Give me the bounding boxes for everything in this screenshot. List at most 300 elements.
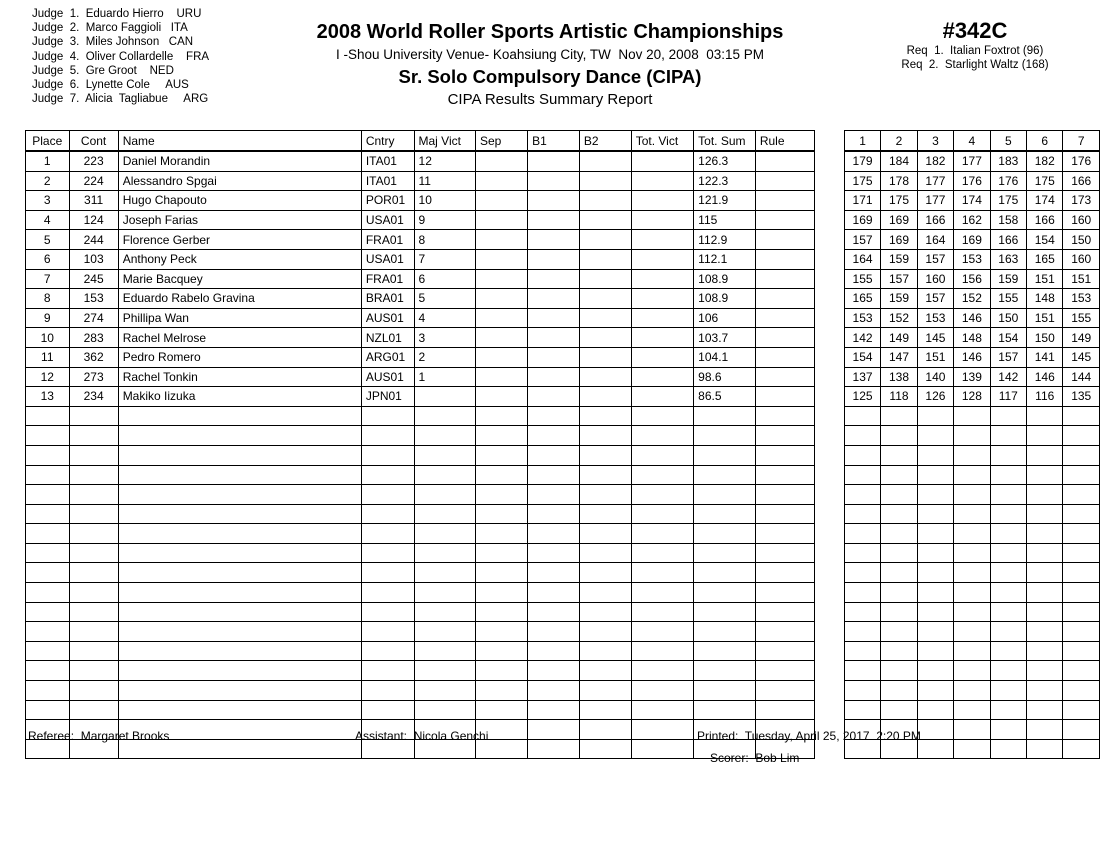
cell-judge-3: [917, 700, 953, 720]
table-body: [26, 151, 1100, 759]
table-row: [26, 308, 1100, 328]
cell-b2: [579, 171, 631, 191]
cell-judge-2: [881, 563, 917, 583]
table-row: [26, 171, 1100, 191]
cell-judge-2: [881, 583, 917, 603]
cell-b1: [528, 445, 580, 465]
cell-judge-6: 150: [1027, 328, 1063, 348]
cell-spacer: [814, 661, 844, 681]
cell-judge-6: 151: [1027, 308, 1063, 328]
cell-judge-7: [1063, 406, 1100, 426]
cell-judge-7: [1063, 739, 1100, 759]
cell-b2: [579, 308, 631, 328]
cell-judge-3: [917, 622, 953, 642]
cell-spacer: [814, 504, 844, 524]
cell-sep: [476, 681, 528, 701]
cell-cont: 103: [69, 249, 118, 269]
cell-judge-6: 175: [1027, 171, 1063, 191]
table-row-blank: [26, 504, 1100, 524]
cell-sep: [476, 347, 528, 367]
cell-judge-4: 153: [954, 249, 990, 269]
judge-entry-1: Judge 1. Eduardo Hierro URU: [32, 8, 202, 20]
cell-sep: [476, 171, 528, 191]
cell-place: [26, 681, 70, 701]
cell-rule: [755, 661, 814, 681]
cell-spacer: [814, 485, 844, 505]
cell-judge-2: [881, 700, 917, 720]
cell-cont: [69, 583, 118, 603]
judge-entry-3: Judge 3. Miles Johnson CAN: [32, 36, 194, 49]
cell-judge-1: [844, 622, 880, 642]
cell-judge-5: 142: [990, 367, 1026, 387]
cell-judge-1: [844, 602, 880, 622]
cell-sep: [476, 269, 528, 289]
cell-judge-3: 177: [917, 191, 953, 211]
cell-tot_vict: [631, 485, 693, 505]
cell-name: [118, 622, 361, 642]
cell-name: [118, 485, 361, 505]
cell-b1: [528, 720, 580, 740]
cell-b1: [528, 465, 580, 485]
cell-sep: [476, 563, 528, 583]
cell-judge-2: 159: [881, 249, 917, 269]
cell-maj_vict: [414, 681, 475, 701]
cell-tot_vict: [631, 661, 693, 681]
cell-judge-5: [990, 406, 1026, 426]
cell-cont: 224: [69, 171, 118, 191]
cell-judge-5: [990, 445, 1026, 465]
cell-tot_vict: [631, 426, 693, 446]
cell-judge-3: [917, 543, 953, 563]
cell-judge-1: [844, 583, 880, 603]
cell-cont: 245: [69, 269, 118, 289]
cell-tot_vict: [631, 602, 693, 622]
cell-judge-3: 160: [917, 269, 953, 289]
cell-judge-5: 175: [990, 191, 1026, 211]
cell-judge-4: [954, 465, 990, 485]
cell-cont: [69, 622, 118, 642]
cell-rule: [755, 445, 814, 465]
cell-judge-2: 138: [881, 367, 917, 387]
cell-maj_vict: [414, 445, 475, 465]
cell-cntry: [361, 543, 414, 563]
cell-judge-3: 164: [917, 230, 953, 250]
cell-b2: [579, 661, 631, 681]
cell-judge-1: 164: [844, 249, 880, 269]
cell-judge-1: [844, 465, 880, 485]
cell-judge-4: [954, 485, 990, 505]
cell-maj_vict: 6: [414, 269, 475, 289]
cell-judge-2: [881, 543, 917, 563]
cell-judge-3: 157: [917, 249, 953, 269]
cell-cntry: [361, 406, 414, 426]
cell-spacer: [814, 681, 844, 701]
cell-judge-2: [881, 426, 917, 446]
cell-tot_vict: [631, 269, 693, 289]
table-row-blank: [26, 563, 1100, 583]
cell-tot_sum: 126.3: [694, 151, 756, 171]
cell-cntry: [361, 485, 414, 505]
cell-judge-6: [1027, 543, 1063, 563]
cell-judge-2: 157: [881, 269, 917, 289]
cell-tot_sum: 112.9: [694, 230, 756, 250]
cell-place: [26, 641, 70, 661]
cell-spacer: [814, 465, 844, 485]
table-row: [26, 230, 1100, 250]
cell-b1: [528, 641, 580, 661]
document-header: [0, 0, 1100, 124]
cell-judge-5: [990, 661, 1026, 681]
cell-judge-7: 151: [1063, 269, 1100, 289]
cell-tot_vict: [631, 524, 693, 544]
cell-spacer: [814, 308, 844, 328]
cell-b1: [528, 308, 580, 328]
cell-b1: [528, 524, 580, 544]
cell-tot_sum: [694, 504, 756, 524]
cell-judge-2: 147: [881, 347, 917, 367]
cell-sep: [476, 308, 528, 328]
cell-place: 5: [26, 230, 70, 250]
cell-judge-2: 149: [881, 328, 917, 348]
cell-judge-6: 154: [1027, 230, 1063, 250]
cell-tot_vict: [631, 289, 693, 309]
event-number-block: [860, 18, 1090, 72]
cell-cntry: NZL01: [361, 328, 414, 348]
cell-judge-1: 165: [844, 289, 880, 309]
cell-judge-3: 151: [917, 347, 953, 367]
cell-tot_sum: [694, 583, 756, 603]
cell-name: Rachel Tonkin: [118, 367, 361, 387]
table-row-blank: [26, 720, 1100, 740]
cell-cntry: AUS01: [361, 308, 414, 328]
cell-tot_sum: 121.9: [694, 191, 756, 211]
cell-b1: [528, 328, 580, 348]
cell-rule: [755, 347, 814, 367]
cell-cont: 273: [69, 367, 118, 387]
cell-judge-5: 117: [990, 387, 1026, 407]
cell-rule: [755, 171, 814, 191]
cell-cont: [69, 426, 118, 446]
cell-name: [118, 406, 361, 426]
cell-name: [118, 602, 361, 622]
table-row: [26, 191, 1100, 211]
cell-spacer: [814, 367, 844, 387]
cell-place: [26, 602, 70, 622]
cell-spacer: [814, 524, 844, 544]
cell-place: [26, 426, 70, 446]
cell-rule: [755, 191, 814, 211]
cell-place: 3: [26, 191, 70, 211]
cell-name: [118, 641, 361, 661]
cell-judge-6: [1027, 661, 1063, 681]
cell-cont: [69, 465, 118, 485]
printed-label: Printed: Tuesday, April 25, 2017 2:20 PM: [697, 729, 921, 743]
table-row-blank: [26, 661, 1100, 681]
cell-spacer: [814, 191, 844, 211]
cell-cont: [69, 524, 118, 544]
cell-judge-6: [1027, 641, 1063, 661]
cell-judge-5: [990, 583, 1026, 603]
cell-judge-4: [954, 700, 990, 720]
cell-tot_sum: 86.5: [694, 387, 756, 407]
cell-judge-3: 145: [917, 328, 953, 348]
cell-name: [118, 661, 361, 681]
cell-judge-1: [844, 426, 880, 446]
cell-judge-4: [954, 406, 990, 426]
cell-place: 4: [26, 210, 70, 230]
cell-judge-6: [1027, 602, 1063, 622]
scorer-label: Scorer: Bob Lim: [710, 751, 800, 765]
cell-name: [118, 700, 361, 720]
cell-judge-2: 152: [881, 308, 917, 328]
cell-judge-7: [1063, 641, 1100, 661]
results-table: [25, 130, 1100, 759]
cell-maj_vict: [414, 504, 475, 524]
cell-judge-3: [917, 661, 953, 681]
cell-judge-4: 169: [954, 230, 990, 250]
cell-judge-4: [954, 426, 990, 446]
cell-tot_vict: [631, 328, 693, 348]
cell-judge-7: 166: [1063, 171, 1100, 191]
cell-judge-3: 140: [917, 367, 953, 387]
table-row-blank: [26, 524, 1100, 544]
col-header-judge-3: 3: [917, 131, 953, 152]
cell-name: Florence Gerber: [118, 230, 361, 250]
cell-judge-4: [954, 504, 990, 524]
cell-spacer: [814, 543, 844, 563]
cell-judge-2: [881, 524, 917, 544]
cell-cont: 234: [69, 387, 118, 407]
cell-b2: [579, 681, 631, 701]
cell-cntry: BRA01: [361, 289, 414, 309]
cell-name: Phillipa Wan: [118, 308, 361, 328]
cell-tot_sum: 103.7: [694, 328, 756, 348]
cell-judge-3: [917, 465, 953, 485]
col-header-maj_vict: Maj Vict: [414, 131, 475, 152]
cell-maj_vict: [414, 543, 475, 563]
cell-cntry: [361, 524, 414, 544]
cell-tot_sum: [694, 700, 756, 720]
cell-maj_vict: [414, 641, 475, 661]
cell-b1: [528, 543, 580, 563]
cell-judge-4: 174: [954, 191, 990, 211]
cell-maj_vict: 4: [414, 308, 475, 328]
cell-tot_vict: [631, 171, 693, 191]
cell-maj_vict: 11: [414, 171, 475, 191]
cell-name: [118, 426, 361, 446]
cell-tot_vict: [631, 681, 693, 701]
cell-judge-2: [881, 504, 917, 524]
table-row-blank: [26, 485, 1100, 505]
cell-judge-7: [1063, 681, 1100, 701]
cell-judge-3: [917, 583, 953, 603]
cell-maj_vict: [414, 426, 475, 446]
cell-maj_vict: 5: [414, 289, 475, 309]
cell-tot_vict: [631, 406, 693, 426]
cell-b2: [579, 347, 631, 367]
cell-place: 11: [26, 347, 70, 367]
cell-maj_vict: [414, 485, 475, 505]
cell-rule: [755, 328, 814, 348]
cell-judge-3: 166: [917, 210, 953, 230]
cell-sep: [476, 210, 528, 230]
cell-judge-7: [1063, 622, 1100, 642]
cell-judge-3: 157: [917, 289, 953, 309]
table-row: [26, 347, 1100, 367]
cell-judge-3: [917, 681, 953, 701]
cell-judge-5: [990, 504, 1026, 524]
cell-judge-6: 165: [1027, 249, 1063, 269]
table-row: [26, 367, 1100, 387]
cell-rule: [755, 504, 814, 524]
cell-judge-6: [1027, 445, 1063, 465]
cell-spacer: [814, 426, 844, 446]
judge-entry-2: Judge 2. Marco Faggioli ITA: [32, 22, 188, 35]
cell-tot_sum: [694, 465, 756, 485]
cell-judge-5: 183: [990, 151, 1026, 171]
cell-judge-3: 182: [917, 151, 953, 171]
cell-b1: [528, 171, 580, 191]
cell-tot_vict: [631, 191, 693, 211]
cell-maj_vict: 8: [414, 230, 475, 250]
cell-b2: [579, 739, 631, 759]
cell-judge-2: [881, 622, 917, 642]
cell-rule: [755, 485, 814, 505]
cell-cntry: FRA01: [361, 230, 414, 250]
cell-sep: [476, 543, 528, 563]
cell-cntry: [361, 445, 414, 465]
cell-maj_vict: 12: [414, 151, 475, 171]
cell-sep: [476, 387, 528, 407]
cell-maj_vict: [414, 524, 475, 544]
col-header-tot_vict: Tot. Vict: [631, 131, 693, 152]
cell-tot_sum: [694, 641, 756, 661]
cell-judge-1: 179: [844, 151, 880, 171]
cell-judge-7: 155: [1063, 308, 1100, 328]
cell-judge-5: [990, 622, 1026, 642]
cell-sep: [476, 485, 528, 505]
cell-cont: 153: [69, 289, 118, 309]
cell-cntry: [361, 661, 414, 681]
cell-judge-5: 176: [990, 171, 1026, 191]
cell-spacer: [814, 602, 844, 622]
cell-sep: [476, 367, 528, 387]
cell-tot_sum: 108.9: [694, 269, 756, 289]
cell-judge-5: [990, 465, 1026, 485]
cell-b1: [528, 249, 580, 269]
cell-judge-7: 160: [1063, 249, 1100, 269]
cell-judge-7: [1063, 524, 1100, 544]
cell-tot_sum: 108.9: [694, 289, 756, 309]
cell-judge-7: [1063, 583, 1100, 603]
cell-judge-4: 156: [954, 269, 990, 289]
cell-tot_vict: [631, 445, 693, 465]
cell-judge-7: [1063, 445, 1100, 465]
cell-cntry: ARG01: [361, 347, 414, 367]
cell-judge-4: 152: [954, 289, 990, 309]
cell-spacer: [814, 210, 844, 230]
cell-judge-6: [1027, 465, 1063, 485]
cell-judge-4: [954, 681, 990, 701]
cell-judge-1: 155: [844, 269, 880, 289]
requirement-2: Req 2. Starlight Waltz (168): [901, 59, 1049, 72]
cell-judge-6: [1027, 583, 1063, 603]
col-header-place: Place: [26, 131, 70, 152]
cell-b2: [579, 641, 631, 661]
cell-name: [118, 681, 361, 701]
cell-judge-6: 146: [1027, 367, 1063, 387]
cell-judge-7: 149: [1063, 328, 1100, 348]
cell-judge-7: 173: [1063, 191, 1100, 211]
col-header-b2: B2: [579, 131, 631, 152]
cell-judge-6: 174: [1027, 191, 1063, 211]
cell-judge-1: 169: [844, 210, 880, 230]
cell-judge-1: [844, 661, 880, 681]
col-header-b1: B1: [528, 131, 580, 152]
cell-rule: [755, 583, 814, 603]
cell-judge-6: 116: [1027, 387, 1063, 407]
cell-sep: [476, 230, 528, 250]
cell-b2: [579, 289, 631, 309]
cell-cont: 311: [69, 191, 118, 211]
col-header-rule: Rule: [755, 131, 814, 152]
cell-sep: [476, 524, 528, 544]
judge-entry-6: Judge 6. Lynette Cole AUS: [32, 79, 189, 92]
cell-b2: [579, 602, 631, 622]
cell-rule: [755, 308, 814, 328]
cell-cont: [69, 700, 118, 720]
cell-judge-4: 128: [954, 387, 990, 407]
cell-rule: [755, 387, 814, 407]
cell-tot_sum: 104.1: [694, 347, 756, 367]
cell-judge-2: [881, 641, 917, 661]
cell-judge-5: 154: [990, 328, 1026, 348]
cell-place: 9: [26, 308, 70, 328]
cell-judge-3: [917, 426, 953, 446]
cell-b1: [528, 151, 580, 171]
cell-judge-3: [917, 504, 953, 524]
cell-judge-1: 153: [844, 308, 880, 328]
cell-cont: [69, 543, 118, 563]
cell-sep: [476, 289, 528, 309]
cell-judge-1: [844, 504, 880, 524]
cell-tot_vict: [631, 367, 693, 387]
cell-cont: 124: [69, 210, 118, 230]
cell-b2: [579, 151, 631, 171]
cell-cntry: [361, 700, 414, 720]
cell-b2: [579, 367, 631, 387]
cell-judge-7: [1063, 543, 1100, 563]
cell-judge-4: 146: [954, 347, 990, 367]
cell-maj_vict: [414, 602, 475, 622]
cell-b2: [579, 622, 631, 642]
cell-tot_vict: [631, 151, 693, 171]
cell-sep: [476, 151, 528, 171]
cell-b1: [528, 504, 580, 524]
cell-tot_sum: 115: [694, 210, 756, 230]
judge-entry-4: Judge 4. Oliver Collardelle FRA: [32, 50, 210, 63]
referee-label: Referee: Margaret Brooks: [28, 729, 170, 743]
col-header-judge-2: 2: [881, 131, 917, 152]
cell-b1: [528, 406, 580, 426]
col-header-judge-5: 5: [990, 131, 1026, 152]
cell-maj_vict: 9: [414, 210, 475, 230]
cell-spacer: [814, 328, 844, 348]
cell-sep: [476, 661, 528, 681]
cell-judge-3: [917, 720, 953, 740]
cell-judge-5: 158: [990, 210, 1026, 230]
cell-judge-7: [1063, 563, 1100, 583]
